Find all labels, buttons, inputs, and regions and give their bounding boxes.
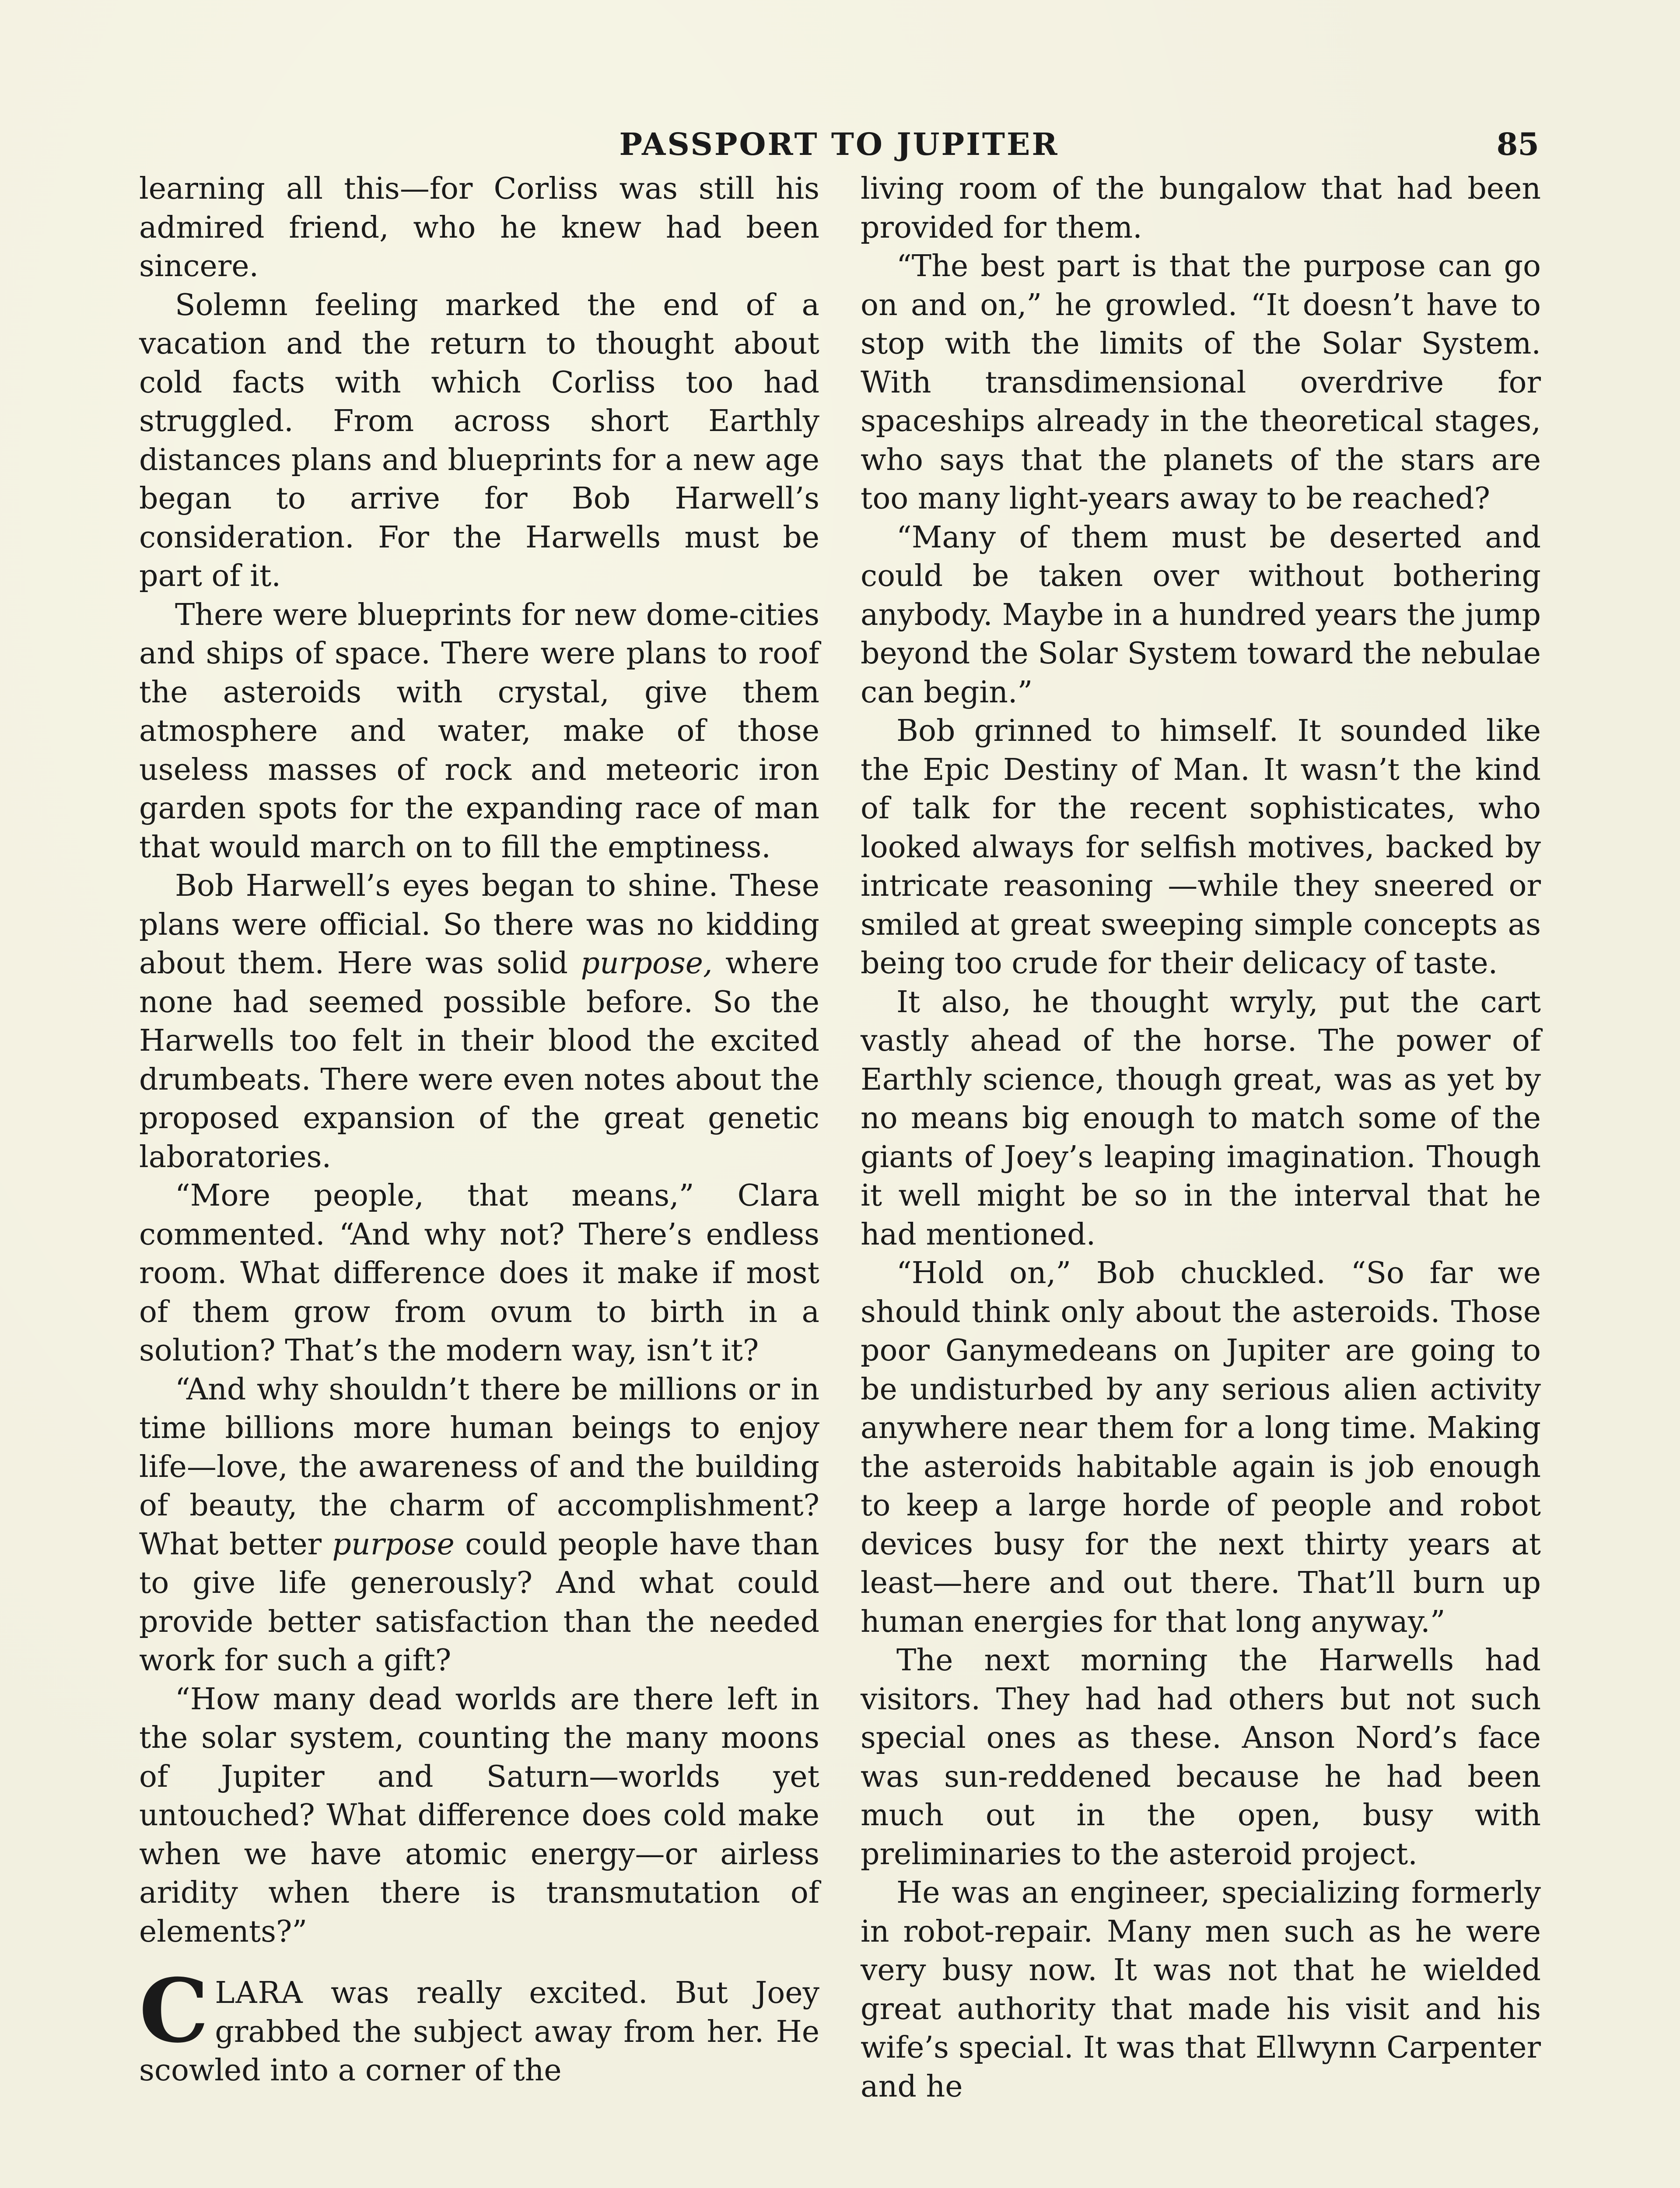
page-number: 85 bbox=[1496, 126, 1539, 162]
paragraph bbox=[861, 983, 1541, 1255]
right-text-column bbox=[861, 170, 1541, 2106]
paragraph bbox=[139, 867, 819, 1177]
paragraph bbox=[139, 1680, 819, 1952]
italic-text: purpose bbox=[332, 1527, 455, 1562]
text-run: “Hold on,” Bob chuckled. “So far we should think only about the asteroids. Those poor Ganymedeans on Jupiter are going to be undisturbed by any serious alien activity anywhere near them for a long time. Making the asteroids habitable again is job enough to keep a large horde of people and robot devices busy for the next thirty years at least—here and out there. That’ll burn up human energies for that long anyway.” bbox=[861, 1256, 1541, 1639]
paragraph bbox=[139, 1960, 819, 2090]
text-run: Bob Harwell’s eyes began to shine. These plans were official. So there was no kidding about them. Here was solid bbox=[139, 869, 819, 981]
paragraph bbox=[861, 170, 1541, 247]
paragraph bbox=[139, 1177, 819, 1371]
page-header bbox=[139, 123, 1539, 171]
drop-cap: C bbox=[139, 1960, 209, 2062]
paragraph bbox=[861, 519, 1541, 712]
small-caps-lead: LARA bbox=[215, 1976, 304, 2010]
text-run: “More people, that means,” Clara commented. “And why not? There’s endless room. What difference does it make if most of them grow from ovum to birth in a solution? That’s the modern way, isn’t it? bbox=[139, 1178, 819, 1368]
text-run: He was an engineer, specializing formerly in robot-repair. Many men such as he were very busy now. It was not that he wielded great authority that made his visit and his wife’s special. It was that Ellwynn Carpenter and he bbox=[861, 1876, 1541, 2104]
text-run: “How many dead worlds are there left in the solar system, counting the many moons of Jupiter and Saturn—worlds yet untouched? What difference does cold make when we have atomic energy—or airless aridity when there is transmutation of elements?” bbox=[139, 1682, 819, 1949]
text-run: living room of the bungalow that had been provided for them. bbox=[861, 172, 1541, 245]
text-run: It also, he thought wryly, put the cart vastly ahead of the horse. The power of Earthly science, though great, was as yet by no means big enough to match some of the giants of Joey’s leaping imagination. Though it well might be so in the interval that he had mentioned. bbox=[861, 985, 1541, 1252]
paragraph bbox=[139, 1371, 819, 1680]
paragraph bbox=[861, 1641, 1541, 1874]
paragraph bbox=[861, 712, 1541, 983]
text-run: The next morning the Harwells had visitors. They had had others but not such special ones as these. Anson Nord’s face was sun-reddened because he had been much out in the open, busy with preliminaries to the asteroid project. bbox=[861, 1643, 1541, 1872]
paragraph bbox=[139, 286, 819, 596]
italic-text: purpose, bbox=[581, 946, 713, 981]
text-run: “And why shouldn’t there be millions or in time billions more human beings to enjoy life—love, the awareness of and the building of beauty, the charm of accomplishment? What better bbox=[139, 1372, 819, 1562]
paragraph bbox=[861, 1254, 1541, 1641]
text-run: There were blueprints for new dome-cities and ships of space. There were plans to roof the asteroids with crystal, give them atmosphere and water, make of those useless masses of rock and meteoric iron garden spots for the expanding race of man that would march on to fill the emptiness. bbox=[139, 597, 819, 865]
text-run: where none had seemed possible before. So the Harwells too felt in their blood the excited drumbeats. There were even notes about the proposed expansion of the great genetic laboratories. bbox=[139, 946, 819, 1175]
paragraph bbox=[139, 596, 819, 867]
paragraph bbox=[139, 170, 819, 286]
running-title: PASSPORT TO JUPITER bbox=[619, 126, 1059, 162]
text-run: Solemn feeling marked the end of a vacation and the return to thought about cold facts with which Corliss too had struggled. From across short Earthly distances plans and blueprints for a new age began to arrive for Bob Harwell’s consideration. For the Harwells must be part of it. bbox=[139, 288, 819, 593]
text-run: learning all this—for Corliss was still his admired friend, who he knew had been sincere. bbox=[139, 172, 819, 284]
text-run: “Many of them must be deserted and could be taken over without bothering anybody. Maybe in a hundred years the jump beyond the Solar System toward the nebulae can begin.” bbox=[861, 520, 1541, 710]
text-run: Bob grinned to himself. It sounded like the Epic Destiny of Man. It wasn’t the kind of talk for the recent sophisticates, who looked always for selfish motives, backed by intricate reasoning —while they sneered or smiled at great sweeping simple concepts as being too crude for their delicacy of taste. bbox=[861, 714, 1541, 981]
paragraph bbox=[861, 1874, 1541, 2106]
paragraph bbox=[861, 247, 1541, 519]
text-run: could people have than to give life generously? And what could provide better satisfaction than the needed work for such a gift? bbox=[139, 1527, 819, 1678]
text-run: was really excited. But Joey grabbed the subject away from her. He scowled into a corner of the bbox=[139, 1976, 819, 2088]
left-text-column bbox=[139, 170, 819, 2090]
text-run: “The best part is that the purpose can go on and on,” he growled. “It doesn’t have to stop with the limits of the Solar System. With transdimensional overdrive for spaceships already in the theoretical stages, who says that the planets of the stars are too many light-years away to be reached? bbox=[861, 249, 1541, 516]
